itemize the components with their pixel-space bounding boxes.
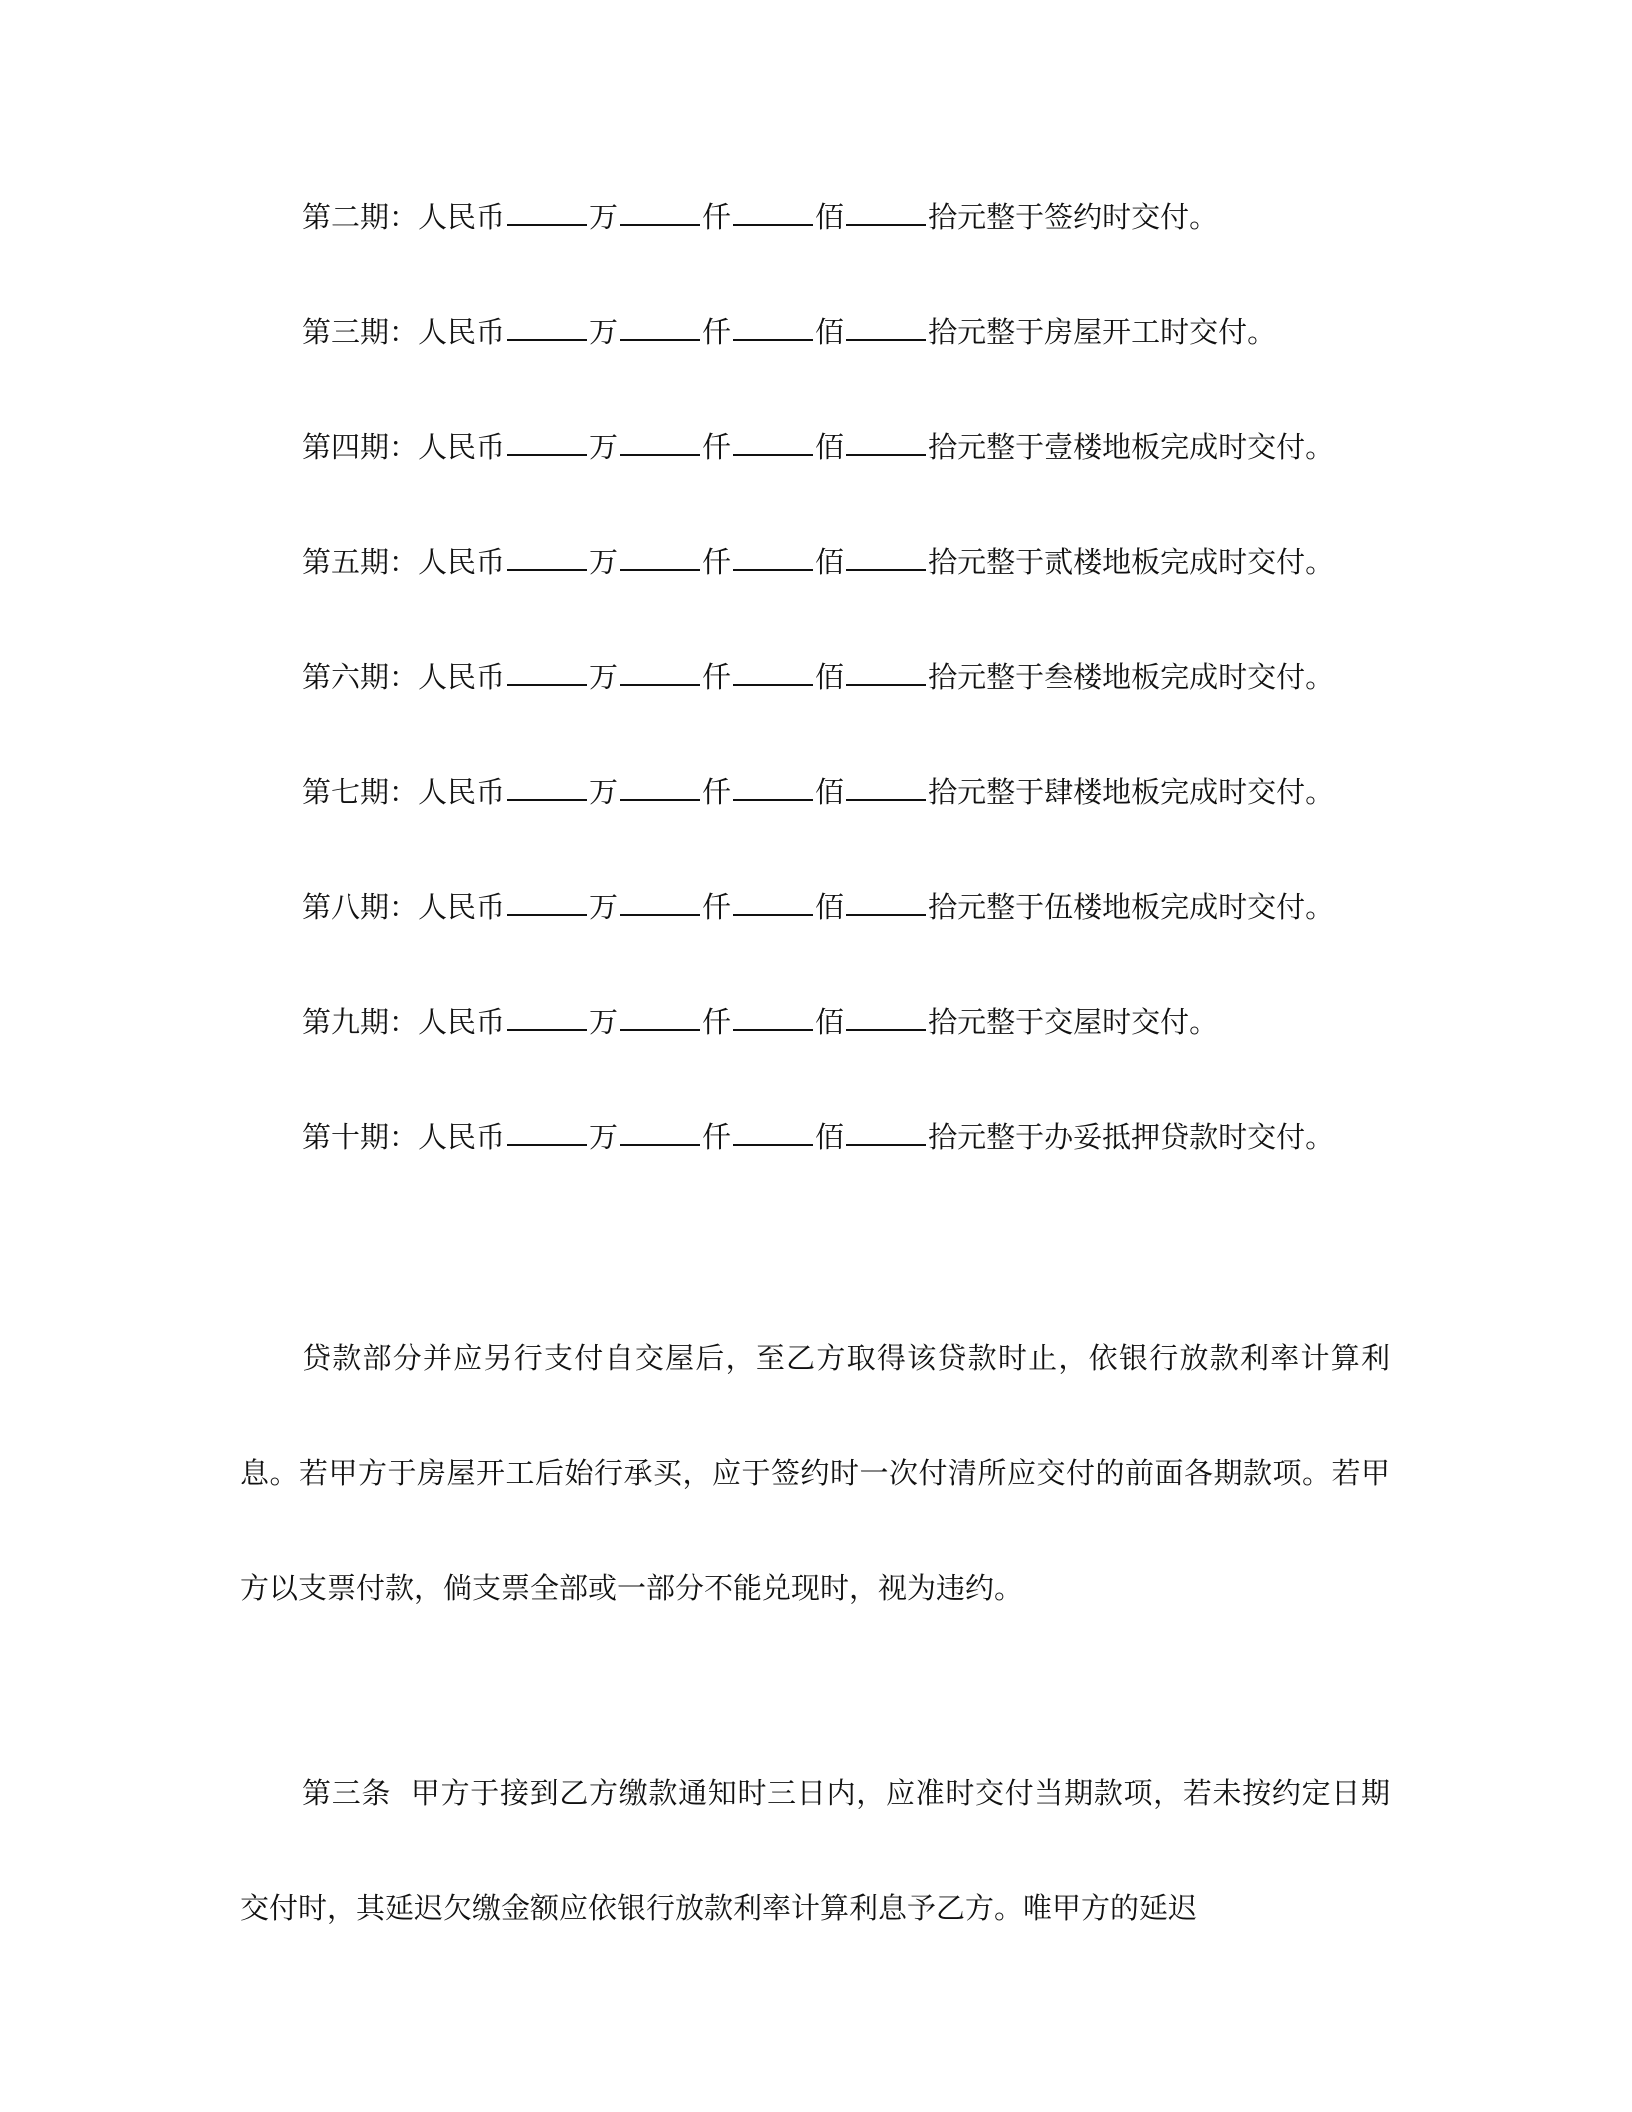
amount-blank [733, 412, 813, 456]
installment-label: 第四期：人民币 [302, 430, 506, 464]
unit-qian: 仟 [702, 315, 732, 349]
amount-blank [846, 527, 926, 571]
installment-line [302, 297, 1402, 412]
unit-bai: 佰 [815, 775, 845, 809]
amount-blank [846, 872, 926, 916]
amount-blank [846, 297, 926, 341]
amount-blank [846, 1102, 926, 1146]
article-3-paragraph [240, 1736, 1390, 1966]
amount-blank [733, 182, 813, 226]
installment-line [302, 527, 1402, 642]
installment-line [302, 872, 1402, 987]
installment-line [302, 182, 1402, 297]
installment-terms: 拾元整于伍楼地板完成时交付。 [928, 890, 1335, 924]
unit-wan: 万 [589, 200, 619, 234]
unit-wan: 万 [589, 775, 619, 809]
installment-terms: 拾元整于房屋开工时交付。 [928, 315, 1277, 349]
installment-line [302, 757, 1402, 872]
installment-label: 第六期：人民币 [302, 660, 506, 694]
installment-label: 第九期：人民币 [302, 1005, 506, 1039]
amount-blank [733, 297, 813, 341]
amount-blank [620, 872, 700, 916]
amount-blank [846, 642, 926, 686]
installment-terms: 拾元整于贰楼地板完成时交付。 [928, 545, 1335, 579]
installment-terms: 拾元整于壹楼地板完成时交付。 [928, 430, 1335, 464]
unit-bai: 佰 [815, 660, 845, 694]
amount-blank [507, 987, 587, 1031]
unit-qian: 仟 [702, 200, 732, 234]
unit-wan: 万 [589, 315, 619, 349]
amount-blank [620, 1102, 700, 1146]
amount-blank [733, 642, 813, 686]
unit-wan: 万 [589, 660, 619, 694]
amount-blank [733, 757, 813, 801]
unit-qian: 仟 [702, 890, 732, 924]
payment-schedule [302, 182, 1402, 1217]
installment-terms: 拾元整于叁楼地板完成时交付。 [928, 660, 1335, 694]
installment-terms: 拾元整于肆楼地板完成时交付。 [928, 775, 1335, 809]
installment-terms: 拾元整于办妥抵押贷款时交付。 [928, 1120, 1335, 1154]
unit-wan: 万 [589, 430, 619, 464]
unit-wan: 万 [589, 890, 619, 924]
amount-blank [846, 757, 926, 801]
unit-wan: 万 [589, 1120, 619, 1154]
amount-blank [507, 527, 587, 571]
unit-bai: 佰 [815, 430, 845, 464]
unit-bai: 佰 [815, 315, 845, 349]
installment-label: 第五期：人民币 [302, 545, 506, 579]
installment-label: 第三期：人民币 [302, 315, 506, 349]
installment-line [302, 1102, 1402, 1217]
amount-blank [733, 1102, 813, 1146]
amount-blank [620, 527, 700, 571]
installment-label: 第二期：人民币 [302, 200, 506, 234]
amount-blank [846, 987, 926, 1031]
unit-qian: 仟 [702, 430, 732, 464]
installment-line [302, 412, 1402, 527]
amount-blank [507, 297, 587, 341]
amount-blank [620, 182, 700, 226]
unit-bai: 佰 [815, 1120, 845, 1154]
amount-blank [620, 987, 700, 1031]
installment-label: 第十期：人民币 [302, 1120, 506, 1154]
article-3-text: 甲方于接到乙方缴款通知时三日内，应准时交付当期款项，若未按约定日期交付时，其延迟欠缴金额应依银行放款利率计算利息予乙方。唯甲方的延迟 [240, 1776, 1390, 1925]
loan-interest-paragraph: 贷款部分并应另行支付自交屋后，至乙方取得该贷款时止，依银行放款利率计算利息。若甲方于房屋开工后始行承买，应于签约时一次付清所应交付的前面各期款项。若甲方以支票付款，倘支票全部或一部分不能兑现时，视为违约。 [240, 1341, 1390, 1605]
unit-wan: 万 [589, 1005, 619, 1039]
amount-blank [620, 297, 700, 341]
unit-qian: 仟 [702, 1120, 732, 1154]
unit-qian: 仟 [702, 545, 732, 579]
amount-blank [846, 412, 926, 456]
unit-bai: 佰 [815, 200, 845, 234]
amount-blank [733, 527, 813, 571]
installment-label: 第八期：人民币 [302, 890, 506, 924]
installment-line [302, 642, 1402, 757]
installment-terms: 拾元整于交屋时交付。 [928, 1005, 1219, 1039]
amount-blank [507, 872, 587, 916]
unit-qian: 仟 [702, 1005, 732, 1039]
amount-blank [846, 182, 926, 226]
amount-blank [620, 412, 700, 456]
installment-terms: 拾元整于签约时交付。 [928, 200, 1219, 234]
unit-wan: 万 [589, 545, 619, 579]
installment-label: 第七期：人民币 [302, 775, 506, 809]
unit-bai: 佰 [815, 890, 845, 924]
unit-qian: 仟 [702, 775, 732, 809]
installment-line [302, 987, 1402, 1102]
amount-blank [507, 642, 587, 686]
unit-bai: 佰 [815, 1005, 845, 1039]
amount-blank [507, 757, 587, 801]
unit-qian: 仟 [702, 660, 732, 694]
unit-bai: 佰 [815, 545, 845, 579]
amount-blank [620, 757, 700, 801]
amount-blank [733, 987, 813, 1031]
amount-blank [620, 642, 700, 686]
article-3-heading: 第三条 [302, 1776, 392, 1810]
amount-blank [507, 1102, 587, 1146]
amount-blank [733, 872, 813, 916]
amount-blank [507, 182, 587, 226]
amount-blank [507, 412, 587, 456]
